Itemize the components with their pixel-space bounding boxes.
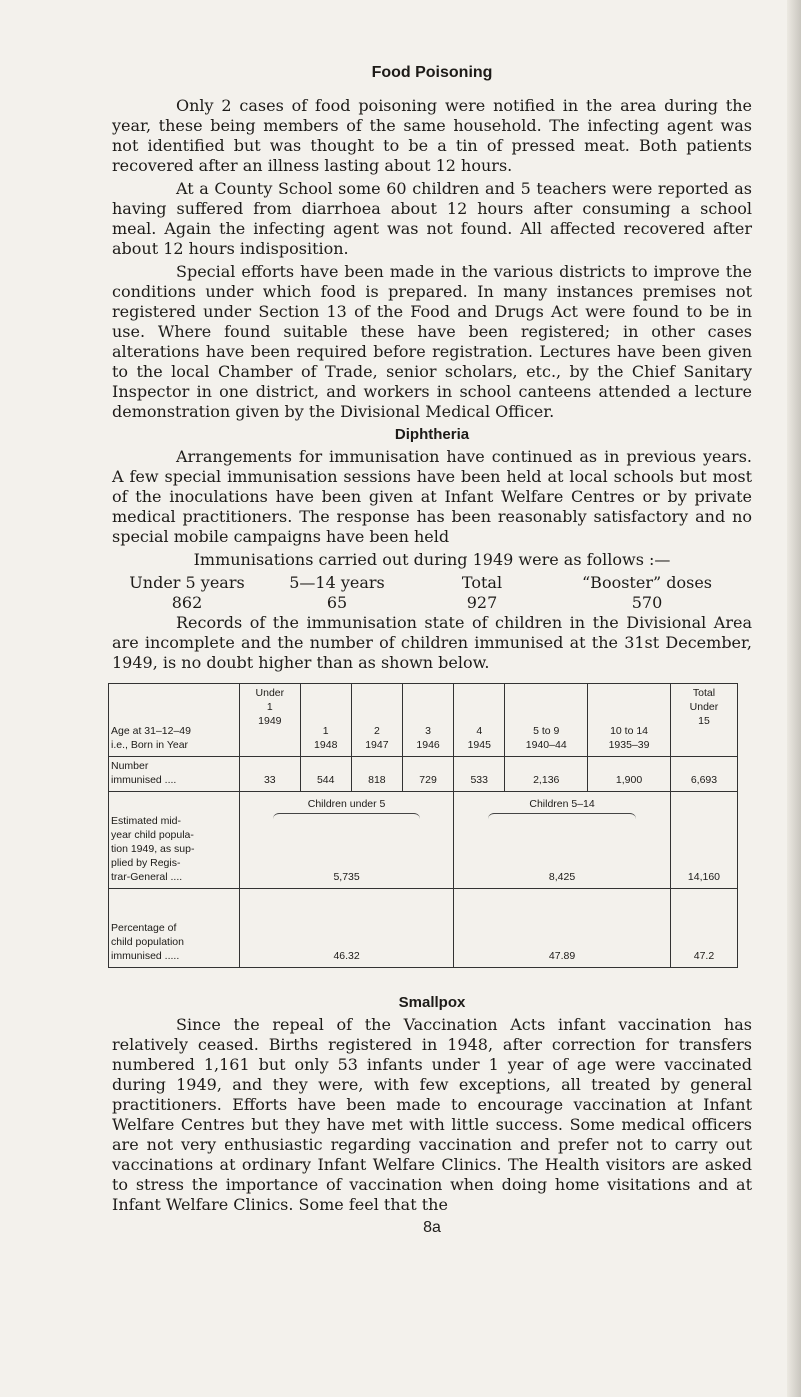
- imm-header-booster: “Booster” doses: [582, 573, 712, 592]
- smallpox-paragraph: Since the repeal of the Vaccination Acts infant vaccination has relatively ceased. Births registered in 1948, after correction for transfers numbered 1,161 but only 53 infants under 1 year of age were vaccinated during 1949, and they were, with few exceptions, all treated by general practitioners. Efforts have been made to encourage vaccination at Infant Welfare Centres but they have met with little success. Some medical officers are not very enthusiastic regarding vaccination and prefer not to carry out vaccinations at ordinary Infant Welfare Clinics. The Health visitors are asked to stress the importance of vaccination when doing home visitations and at Infant Welfare Clinics. Some feel that the: [112, 1015, 752, 1214]
- imm-value-under5: 862: [171, 593, 203, 612]
- group-brace: [488, 813, 636, 824]
- food-paragraph-3: Special efforts have been made in the various districts to improve the conditions under which food is prepared. In many instances premises not registered under Section 13 of the Food and Drugs Act were found to be in use. Where found suitable these have been registered; in other cases alterations have been required before registration. Lectures have been given to the local Chamber of Trade, senior scholars, etc., by the Chief Sanitary Inspector in one district, and workers in school canteens attended a lecture demonstration given by the Divisional Medical Officer.: [112, 262, 752, 421]
- table-cell: 47.89: [454, 889, 671, 968]
- table-header-col: 3 1946: [402, 684, 453, 757]
- table-cell: 533: [454, 757, 505, 792]
- diphtheria-paragraph-2: Records of the immunisation state of children in the Divisional Area are incomplete and the number of children immunised at the 31st December, 1949, is no doubt higher than as shown below.: [112, 613, 752, 672]
- heading-food-poisoning: Food Poisoning: [371, 64, 493, 81]
- group-title-under5: Children under 5: [307, 798, 386, 810]
- table-header-col: 1 1948: [300, 684, 351, 757]
- immunisation-intro: Immunisations carried out during 1949 were as follows :—: [193, 550, 671, 569]
- table-header-col: 10 to 14 1935–39: [588, 684, 671, 757]
- table-row-label: Percentage of child population immunised .....: [109, 889, 240, 968]
- food-paragraph-2: At a County School some 60 children and 5 teachers were reported as having suffered from diarrhoea about 12 hours after consuming a school meal. Again the infecting agent was not found. All affected recovered after about 12 hours indisposition.: [112, 179, 752, 258]
- table-cell: 1,900: [588, 757, 671, 792]
- page-number: 8a: [423, 1219, 441, 1236]
- table-group-under5: [240, 792, 454, 889]
- table-cell: 729: [402, 757, 453, 792]
- table-cell-total: 47.2: [670, 889, 737, 968]
- imm-header-total: Total: [461, 573, 503, 592]
- table-header-col-total: Total Under 15: [670, 684, 737, 757]
- table-cell: 818: [351, 757, 402, 792]
- imm-header-under5: Under 5 years: [129, 573, 245, 592]
- table-cell: 2,136: [505, 757, 588, 792]
- table-group-5to14: [454, 792, 671, 889]
- imm-header-5to14: 5—14 years: [289, 573, 385, 592]
- food-paragraph-1: Only 2 cases of food poisoning were notified in the area during the year, these being members of the same household. The infecting agent was not identified but was thought to be a tin of pressed meat. Both patients recovered after an illness lasting about 12 hours.: [112, 96, 752, 175]
- table-cell: 33: [240, 757, 301, 792]
- page-content: [112, 64, 752, 1237]
- table-row-label: Number immunised ....: [109, 757, 240, 792]
- table-header-row: [109, 684, 738, 757]
- table-header-col: Under 1 1949: [240, 684, 301, 757]
- group-value-under5: 5,735: [333, 871, 360, 883]
- table-cell: 46.32: [240, 889, 454, 968]
- page-edge-shadow: [787, 0, 801, 1397]
- table-header-col: 2 1947: [351, 684, 402, 757]
- imm-value-total: 927: [466, 593, 498, 612]
- heading-smallpox: Smallpox: [398, 994, 466, 1011]
- group-title-5to14: Children 5–14: [529, 798, 595, 810]
- table-row-number-immunised: [109, 757, 738, 792]
- table-row-label: Estimated mid- year child popula- tion 1949, as sup- plied by Regis- trar-General ....: [109, 792, 240, 889]
- imm-value-5to14: 65: [326, 593, 348, 612]
- immunisation-values: [112, 593, 752, 613]
- group-value-5to14: 8,425: [548, 871, 576, 883]
- table-header-label: Age at 31–12–49 i.e., Born in Year: [109, 684, 240, 757]
- table-header-col: 5 to 9 1940–44: [505, 684, 588, 757]
- table-row-percentage: [109, 889, 738, 968]
- immunisation-table: [108, 683, 738, 968]
- imm-value-booster: 570: [631, 593, 663, 612]
- table-row-estimated-population: [109, 792, 738, 889]
- group-brace: [273, 813, 419, 824]
- table-cell: 544: [300, 757, 351, 792]
- table-cell-total: 14,160: [670, 792, 737, 889]
- table-header-col: 4 1945: [454, 684, 505, 757]
- immunisation-headers: [112, 573, 752, 593]
- diphtheria-paragraph-1: Arrangements for immunisation have continued as in previous years. A few special immunisation sessions have been held at local schools but most of the inoculations have been given at Infant Welfare Centres or by private medical practitioners. The response has been reasonably satisfactory and no special mobile campaigns have been held: [112, 447, 752, 546]
- heading-diphtheria: Diphtheria: [394, 426, 470, 443]
- table-cell: 6,693: [670, 757, 737, 792]
